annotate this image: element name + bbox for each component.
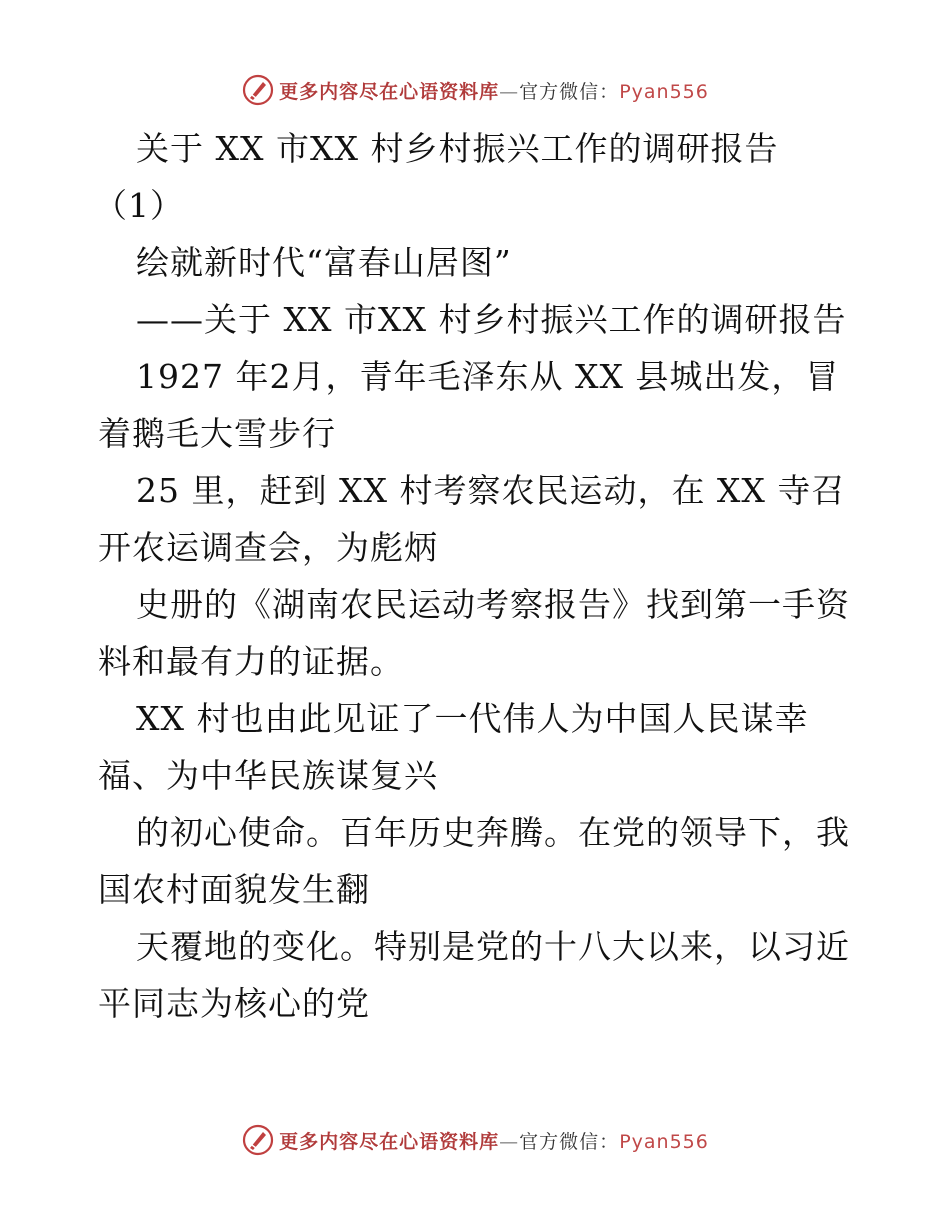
- report-title-suffix: （1）: [94, 186, 184, 225]
- paragraph-line: 1927 年2月，青年毛泽东从 XX 县城出发，冒: [136, 357, 840, 396]
- paragraph-line: 福、为中华民族谋复兴: [98, 756, 438, 795]
- wechat-label: 官方微信：: [519, 80, 620, 103]
- feather-pen-icon: [241, 1123, 275, 1157]
- feather-pen-icon: [241, 73, 275, 107]
- wechat-id: Pyan556: [619, 80, 709, 103]
- paragraph-line: 天覆地的变化。特别是党的十八大以来，以习近: [136, 927, 850, 966]
- paragraph-line: 国农村面貌发生翻: [98, 870, 370, 909]
- report-title: 关于 XX 市XX 村乡村振兴工作的调研报告: [136, 129, 779, 168]
- watermark-separator: —: [499, 80, 520, 103]
- document-body: [94, 120, 858, 1032]
- paragraph-line: 25 里，赶到 XX 村考察农民运动，在 XX 寺召: [136, 471, 846, 510]
- wechat-label: 官方微信：: [519, 1130, 620, 1153]
- paragraph-line: 史册的《湖南农民运动考察报告》找到第一手资: [136, 585, 850, 624]
- watermark-text: 更多内容尽在心语资料库: [279, 80, 500, 103]
- paragraph-line: 开农运调查会，为彪炳: [98, 528, 438, 567]
- paragraph-line: 的初心使命。百年历史奔腾。在党的领导下，我: [136, 813, 850, 852]
- wechat-id: Pyan556: [619, 1130, 709, 1153]
- watermark-text: 更多内容尽在心语资料库: [279, 1130, 500, 1153]
- report-subtitle: ——关于 XX 市XX 村乡村振兴工作的调研报告: [136, 300, 847, 339]
- paragraph-line: 平同志为核心的党: [98, 984, 370, 1023]
- watermark-footer: [0, 1120, 950, 1160]
- watermark-header: [0, 70, 950, 110]
- paragraph-line: XX 村也由此见证了一代伟人为中国人民谋幸: [136, 699, 809, 738]
- report-headline: 绘就新时代“富春山居图”: [136, 243, 512, 282]
- paragraph-line: 料和最有力的证据。: [98, 642, 404, 681]
- watermark-separator: —: [499, 1130, 520, 1153]
- paragraph-line: 着鹅毛大雪步行: [98, 414, 336, 453]
